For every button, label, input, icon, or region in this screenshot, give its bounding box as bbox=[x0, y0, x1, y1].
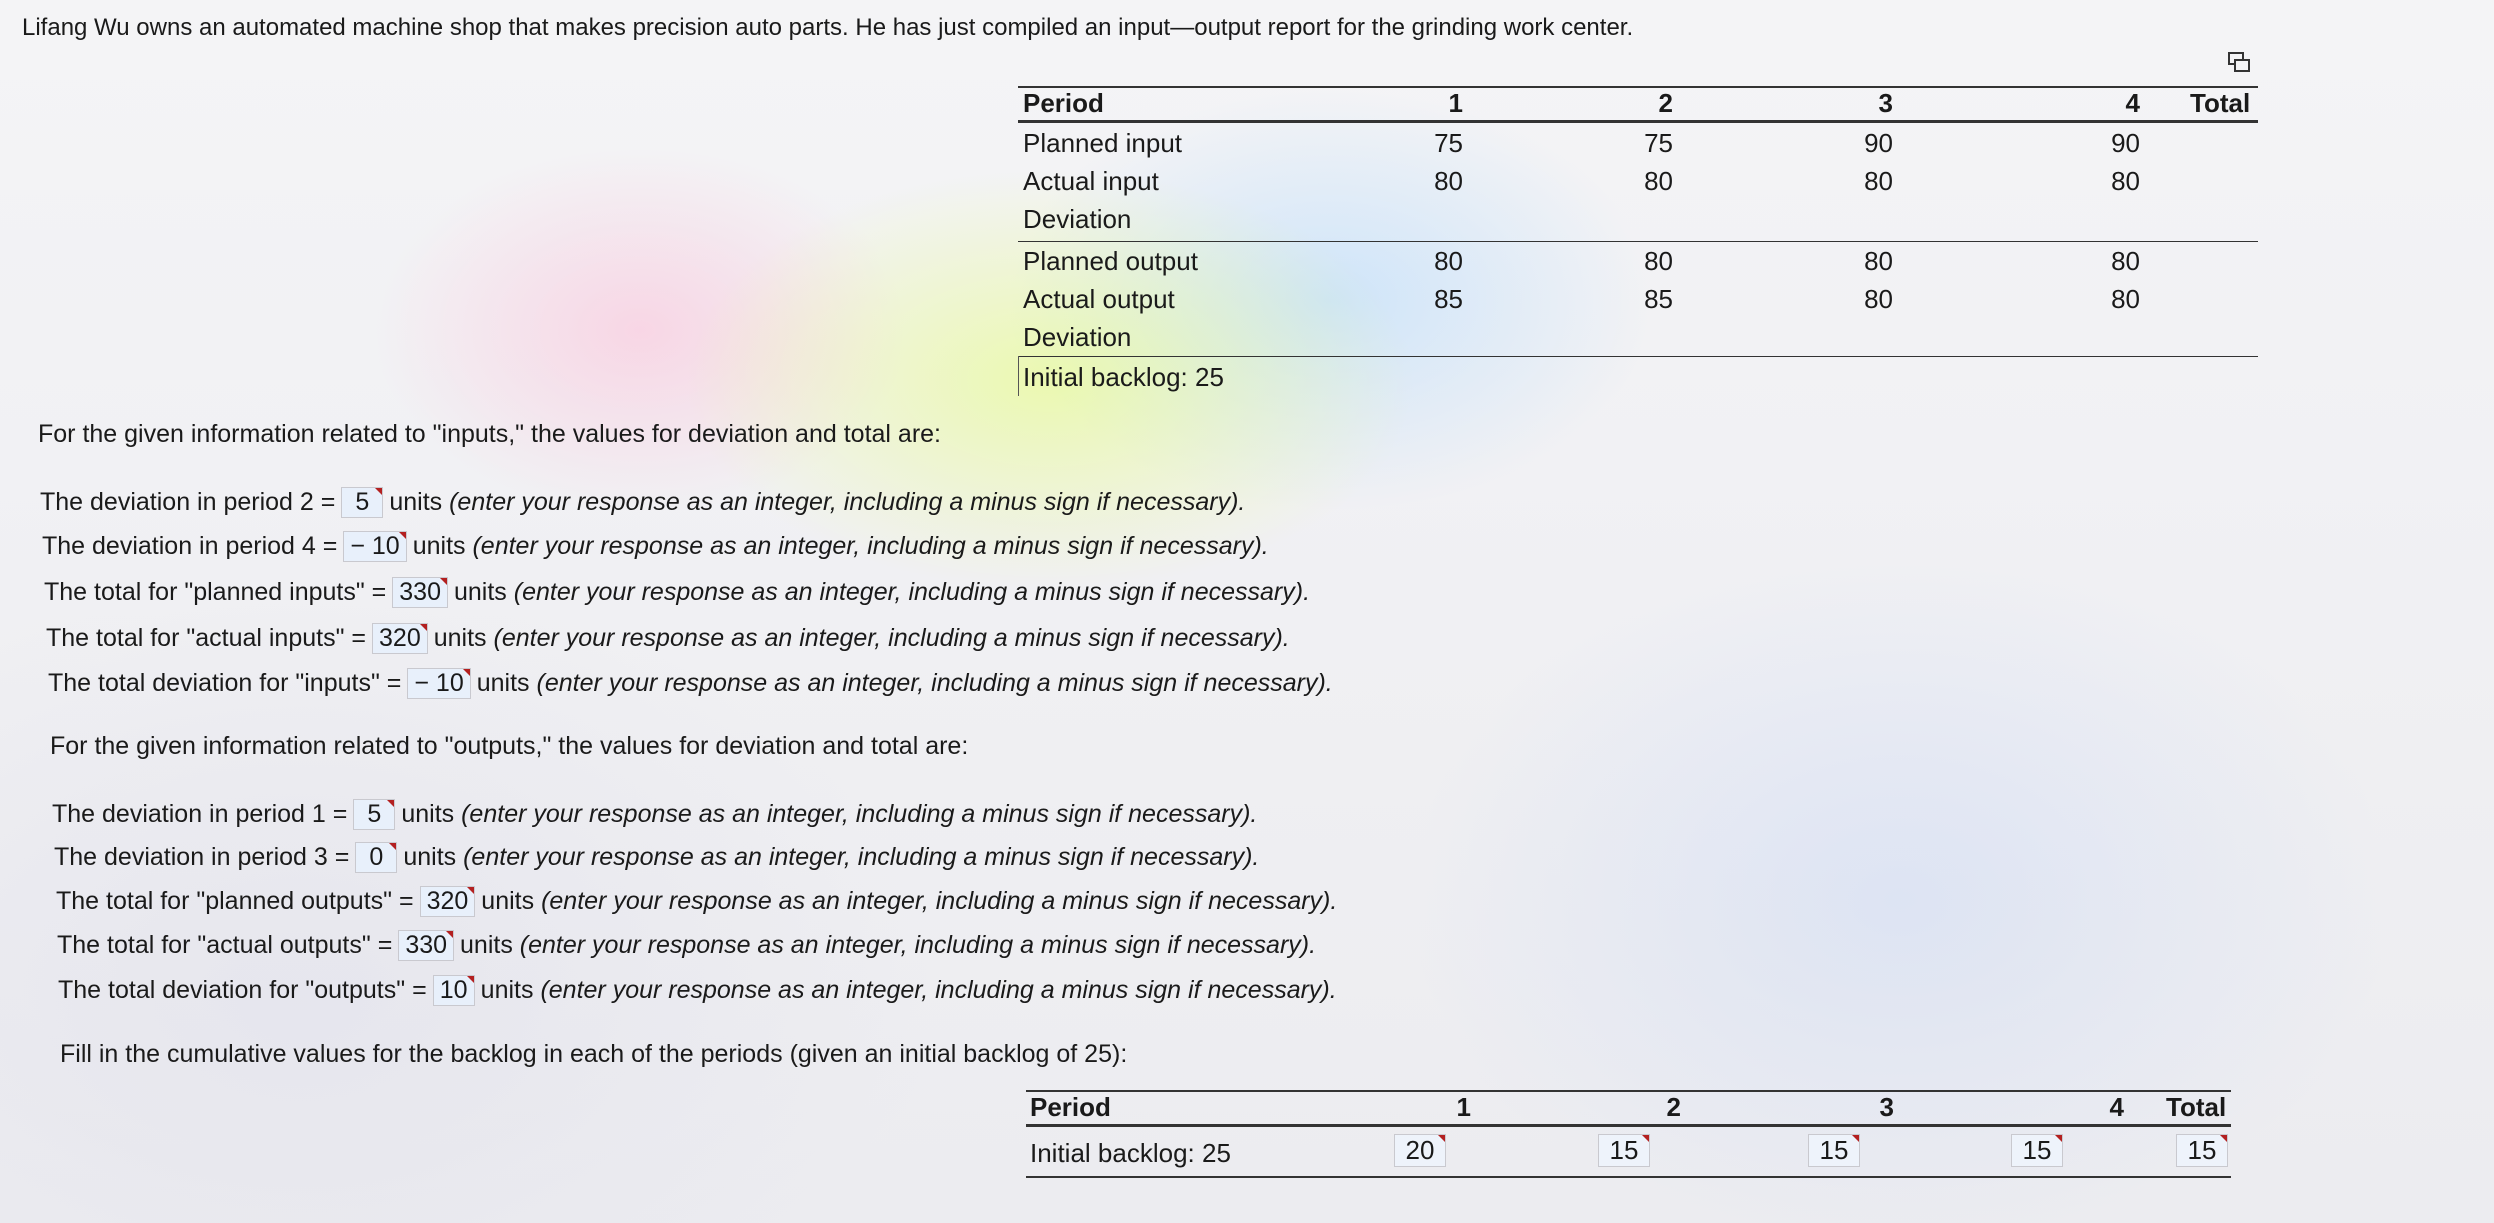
planned-input-p2: 75 bbox=[1644, 128, 1673, 158]
answer-output-deviation-p3[interactable]: 0 bbox=[355, 842, 397, 873]
initial-backlog-label: Initial backlog: 25 bbox=[1023, 362, 1224, 392]
answer-total-actual-inputs[interactable]: 320 bbox=[372, 623, 428, 654]
backlog-header-period: Period bbox=[1030, 1092, 1111, 1122]
answer-input-deviation-p4[interactable]: − 10 bbox=[343, 531, 406, 562]
actual-output-p2: 85 bbox=[1644, 284, 1673, 314]
header-period-4: 4 bbox=[2125, 88, 2140, 118]
backlog-p1-input[interactable]: 20 bbox=[1394, 1134, 1446, 1167]
outputs-heading: For the given information related to "outputs," the values for deviation and total are: bbox=[50, 732, 969, 760]
backlog-header-p2: 2 bbox=[1666, 1092, 1681, 1122]
intro-text: Lifang Wu owns an automated machine shop that makes precision auto parts. He has just compiled an input—output report for the grinding work center. bbox=[22, 14, 1634, 41]
header-period-1: 1 bbox=[1448, 88, 1463, 118]
answer-total-output-deviation[interactable]: 10 bbox=[433, 975, 475, 1006]
backlog-row-label: Initial backlog: 25 bbox=[1030, 1138, 1231, 1168]
row-planned-input-label: Planned input bbox=[1023, 128, 1183, 158]
backlog-heading: Fill in the cumulative values for the backlog in each of the periods (given an initial backlog of 25): bbox=[60, 1040, 1128, 1068]
answer-total-planned-outputs[interactable]: 320 bbox=[420, 886, 476, 917]
planned-output-p4: 80 bbox=[2111, 246, 2140, 276]
backlog-total-input[interactable]: 15 bbox=[2176, 1134, 2228, 1167]
actual-input-p2: 80 bbox=[1644, 166, 1673, 196]
backlog-p3-input[interactable]: 15 bbox=[1808, 1134, 1860, 1167]
output-line-1: The deviation in period 1 = 5 units (enter your response as an integer, including a minus sign if necessary). bbox=[52, 800, 1258, 828]
backlog-header-p1: 1 bbox=[1456, 1092, 1471, 1122]
row-input-deviation-label: Deviation bbox=[1023, 204, 1132, 234]
header-period-3: 3 bbox=[1878, 88, 1893, 118]
planned-output-p3: 80 bbox=[1864, 246, 1893, 276]
answer-total-actual-outputs[interactable]: 330 bbox=[398, 930, 454, 961]
answer-total-planned-inputs[interactable]: 330 bbox=[392, 577, 448, 608]
header-total: Total bbox=[2190, 88, 2251, 118]
backlog-header-p4: 4 bbox=[2109, 1092, 2124, 1122]
output-line-3: The total for "planned outputs" = 320 units (enter your response as an integer, including a minus sign if necessary). bbox=[56, 887, 1338, 915]
header-period: Period bbox=[1023, 88, 1104, 118]
input-line-5: The total deviation for "inputs" = − 10 units (enter your response as an integer, including a minus sign if necessary). bbox=[48, 669, 1333, 697]
planned-input-p1: 75 bbox=[1434, 128, 1463, 158]
inputs-heading: For the given information related to "inputs," the values for deviation and total are: bbox=[38, 420, 941, 448]
row-actual-output-label: Actual output bbox=[1023, 284, 1175, 314]
planned-input-p3: 90 bbox=[1864, 128, 1893, 158]
planned-output-p2: 80 bbox=[1644, 246, 1673, 276]
planned-output-p1: 80 bbox=[1434, 246, 1463, 276]
answer-total-input-deviation[interactable]: − 10 bbox=[407, 668, 470, 699]
actual-output-p3: 80 bbox=[1864, 284, 1893, 314]
input-line-4: The total for "actual inputs" = 320 units (enter your response as an integer, including a minus sign if necessary). bbox=[46, 624, 1290, 652]
row-planned-output-label: Planned output bbox=[1023, 246, 1198, 276]
backlog-header-total: Total bbox=[2166, 1092, 2227, 1122]
actual-input-p4: 80 bbox=[2111, 166, 2140, 196]
backlog-header-p3: 3 bbox=[1879, 1092, 1894, 1122]
row-actual-input-label: Actual input bbox=[1023, 166, 1159, 196]
answer-output-deviation-p1[interactable]: 5 bbox=[353, 799, 395, 830]
input-line-2: The deviation in period 4 = − 10 units (enter your response as an integer, including a minus sign if necessary). bbox=[42, 532, 1269, 560]
actual-output-p1: 85 bbox=[1434, 284, 1463, 314]
copy-icon[interactable] bbox=[2226, 50, 2252, 81]
actual-input-p1: 80 bbox=[1434, 166, 1463, 196]
output-line-4: The total for "actual outputs" = 330 units (enter your response as an integer, including a minus sign if necessary). bbox=[57, 931, 1317, 959]
actual-input-p3: 80 bbox=[1864, 166, 1893, 196]
input-line-1: The deviation in period 2 = 5 units (enter your response as an integer, including a minus sign if necessary). bbox=[40, 488, 1246, 516]
backlog-p4-input[interactable]: 15 bbox=[2011, 1134, 2063, 1167]
header-period-2: 2 bbox=[1658, 88, 1673, 118]
output-line-5: The total deviation for "outputs" = 10 units (enter your response as an integer, including a minus sign if necessary). bbox=[58, 976, 1337, 1004]
input-line-3: The total for "planned inputs" = 330 units (enter your response as an integer, including a minus sign if necessary). bbox=[44, 578, 1311, 606]
output-line-2: The deviation in period 3 = 0 units (enter your response as an integer, including a minus sign if necessary). bbox=[54, 843, 1260, 871]
backlog-p2-input[interactable]: 15 bbox=[1598, 1134, 1650, 1167]
actual-output-p4: 80 bbox=[2111, 284, 2140, 314]
planned-input-p4: 90 bbox=[2111, 128, 2140, 158]
row-output-deviation-label: Deviation bbox=[1023, 322, 1132, 352]
answer-input-deviation-p2[interactable]: 5 bbox=[341, 487, 383, 518]
